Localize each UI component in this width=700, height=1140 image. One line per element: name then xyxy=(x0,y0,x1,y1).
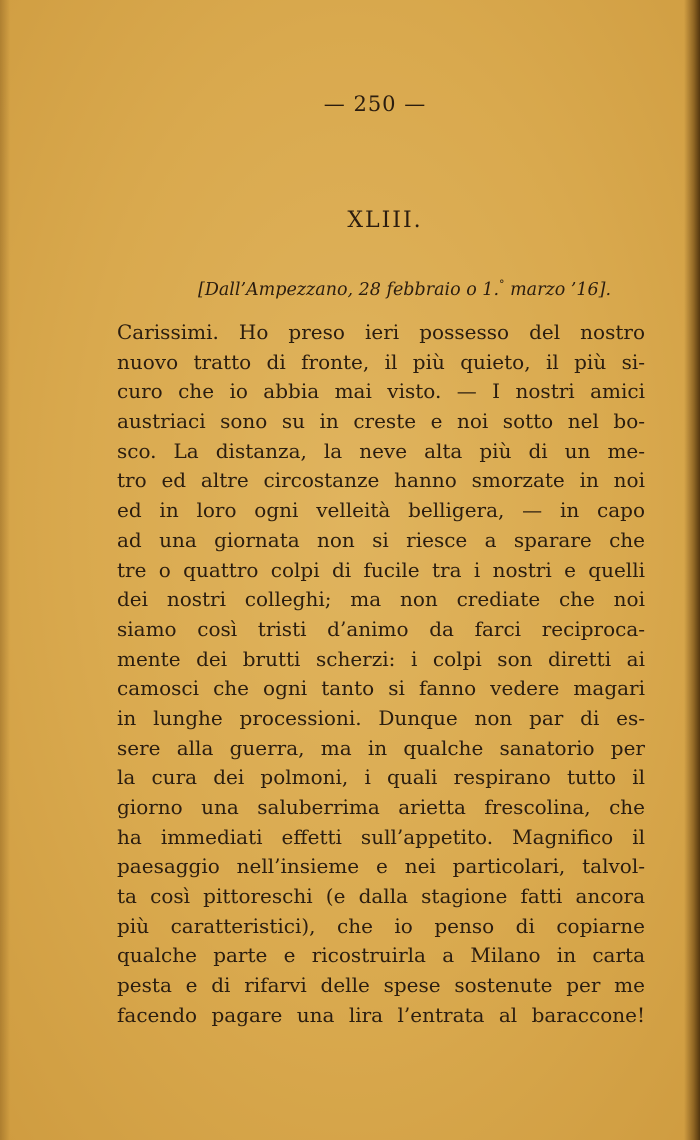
page-number: — 250 — xyxy=(323,92,427,116)
body-line: tro ed altre circostanze hanno smorzate in noi xyxy=(117,468,645,493)
page-left-shadow xyxy=(0,0,10,1140)
body-line: ad una giornata non si riesce a sparare che xyxy=(117,527,645,552)
body-line: tre o quattro colpi di fucile tra i nostri e quelli xyxy=(117,557,645,582)
body-line: più caratteristici), che io penso di copiarne xyxy=(117,913,645,938)
body-line: curo che io abbia mai visto. — I nostri amici xyxy=(117,379,645,404)
body-line: ta così pittoreschi (e dalla stagione fatti ancora xyxy=(117,884,645,909)
body-line: giorno una saluberrima arietta frescolina, che xyxy=(117,795,645,819)
body-line: austriaci sono su in creste e noi sotto nel bo- xyxy=(117,409,645,434)
letter-dateline: [Dall’Ampezzano, 28 febbraio o 1.° marzo ’16]. xyxy=(198,278,612,300)
letter-body xyxy=(117,318,645,1031)
body-line: dei nostri colleghi; ma non crediate che noi xyxy=(117,587,645,612)
body-line: pesta e di rifarvi delle spese sostenute per me xyxy=(117,973,645,998)
body-line: siamo così tristi d’animo da farci reciproca- xyxy=(117,616,645,641)
body-line: la cura dei polmoni, i quali respirano tutto il xyxy=(117,765,645,790)
body-line: Carissimi. Ho preso ieri possesso del nostro xyxy=(117,320,645,344)
page-right-edge xyxy=(684,0,700,1140)
body-line: mente dei brutti scherzi: i colpi son diretti ai xyxy=(117,646,645,671)
body-line: qualche parte e ricostruirla a Milano in carta xyxy=(117,943,645,968)
body-line: paesaggio nell’insieme e nei particolari, talvol- xyxy=(117,854,645,879)
body-line: sco. La distanza, la neve alta più di un me- xyxy=(117,438,645,463)
body-line: sere alla guerra, ma in qualche sanatorio per xyxy=(117,735,645,760)
body-line: ed in loro ogni velleità belligera, — in capo xyxy=(117,498,645,523)
body-line: camosci che ogni tanto si fanno vedere magari xyxy=(117,676,645,701)
chapter-heading: XLIII. xyxy=(347,208,423,233)
body-line: in lunghe processioni. Dunque non par di es- xyxy=(117,705,645,730)
body-line: facendo pagare una lira l’entrata al baraccone! xyxy=(117,1002,645,1027)
body-line: nuovo tratto di fronte, il più quieto, il più si- xyxy=(117,349,645,374)
body-line: ha immediati effetti sull’appetito. Magnifico il xyxy=(117,824,645,849)
